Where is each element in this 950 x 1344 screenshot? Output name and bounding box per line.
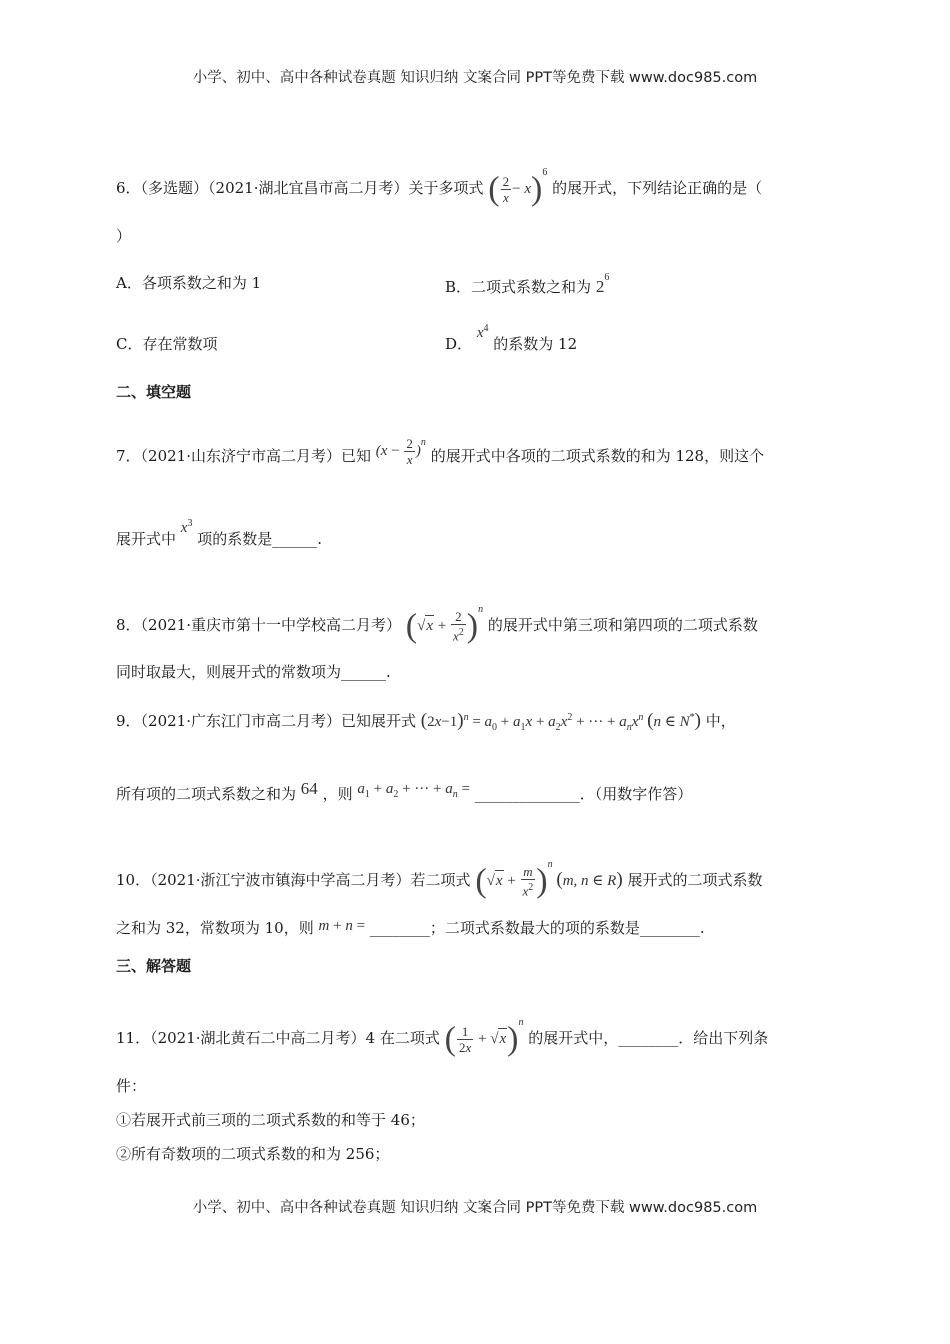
q9-value-64: 64 [300, 779, 318, 798]
q8-expression: (√x + $\frac{2}{x^2}$ )$^n$ [405, 604, 484, 645]
q10-prefix: 10．（2021·浙江宁波市镇海中学高二月考）若二项式 [116, 871, 471, 889]
q11-prefix: 11．（2021·湖北黄石二中高二月考）4 在二项式 [116, 1029, 440, 1047]
q8-prefix: 8．（2021·重庆市第十一中学校高二月考） [116, 616, 401, 634]
q7-line2-suffix: 项的系数是______. [197, 530, 323, 548]
section-3-title: 三、解答题 [116, 957, 192, 975]
q6-option-c: C．存在常数项 [116, 335, 218, 353]
q7-line2-expression: $x^3$ [180, 518, 193, 536]
question-10 [116, 855, 762, 899]
q9-prefix: 9．（2021·广东江门市高二月考）已知展开式 [116, 712, 416, 730]
q10-line2-prefix: 之和为 32，常数项为 10，则 [116, 919, 314, 937]
q10-expression: (√x + $\frac{m}{x^2}$ )$^n$ (m, n ∈ R) [475, 859, 623, 900]
q10-line-2 [116, 918, 705, 939]
q11-suffix: 的展开式中，________．给出下列条 [528, 1029, 769, 1047]
q9-line2-mid: ，则 [322, 785, 353, 803]
question-9 [116, 708, 736, 738]
q7-expression: (x − $\frac{2}{x}$ )$^n$ [375, 436, 426, 468]
q7-suffix: 的展开式中各项的二项式系数的和为 128，则这个 [430, 447, 765, 465]
question-8 [116, 600, 758, 644]
q6-close: ） [116, 227, 132, 245]
q6-option-d [445, 323, 578, 354]
q11-condition-2: ②所有奇数项的二项式系数的和为 256； [116, 1145, 390, 1163]
q8-line-2: 同时取最大，则展开式的常数项为______. [116, 663, 391, 681]
question-7 [116, 436, 765, 473]
q6-suffix: 的展开式，下列结论正确的是（ [552, 179, 763, 197]
q9-line2-suffix: ______________．（用数字作答） [474, 785, 693, 803]
q9-sum-expression: $a_1 + a_2$ + ··· + $a_n$ = [357, 781, 470, 800]
q6-option-d-prefix: D． [445, 335, 473, 353]
q8-suffix: 的展开式中第三项和第四项的二项式系数 [487, 616, 758, 634]
q11-line-2: 件： [116, 1077, 147, 1095]
q11-condition-1: ①若展开式前三项的二项式系数的和等于 46； [116, 1111, 425, 1129]
q9-expression: $(2x-1)^n = a_0 + a_1x + a_2x^2$ + ··· + $a_nx^n$ (n ∈ N*) [420, 710, 701, 733]
page-footer: 小学、初中、高中各种试卷真题 知识归纳 文案合同 PPT等免费下载 www.doc985.com [192, 1200, 758, 1216]
q10-mn-expression: m + n = [318, 918, 366, 934]
q7-line-2 [116, 518, 323, 550]
q10-suffix: 展开式的二项式系数 [627, 871, 763, 889]
question-6 [116, 163, 763, 208]
q6-option-a: A．各项系数之和为 1 [116, 274, 262, 292]
q6-option-d-expression: $x^4$ [476, 323, 489, 341]
q6-prefix: 6．（多选题）（2021·湖北宜昌市高二月考）关于多项式 [116, 179, 484, 197]
section-2-title: 二、填空题 [116, 383, 192, 401]
q6-option-b-text: B．二项式系数之和为 [445, 278, 592, 296]
q6-expression: ( $\frac{2}{x}$ − x)$^6$ [488, 167, 548, 208]
q6-option-d-suffix: 的系数为 12 [493, 335, 578, 353]
q6-option-b [445, 272, 609, 297]
question-11 [116, 1013, 769, 1058]
q6-option-b-expression: $2^6$ [595, 272, 610, 296]
q10-line2-suffix: ________；二项式系数最大的项的系数是________. [369, 919, 705, 937]
q9-suffix: 中， [705, 712, 736, 730]
q11-expression: ( $\frac{1}{2x}$ + √x)$^n$ [444, 1017, 524, 1058]
q7-prefix: 7．（2021·山东济宁市高二月考）已知 [116, 447, 371, 465]
q9-line2-prefix: 所有项的二项式系数之和为 [116, 785, 297, 803]
q7-line2-prefix: 展开式中 [116, 530, 177, 548]
q9-line-2 [116, 779, 693, 811]
page-header: 小学、初中、高中各种试卷真题 知识归纳 文案合同 PPT等免费下载 www.doc985.com [192, 70, 758, 86]
